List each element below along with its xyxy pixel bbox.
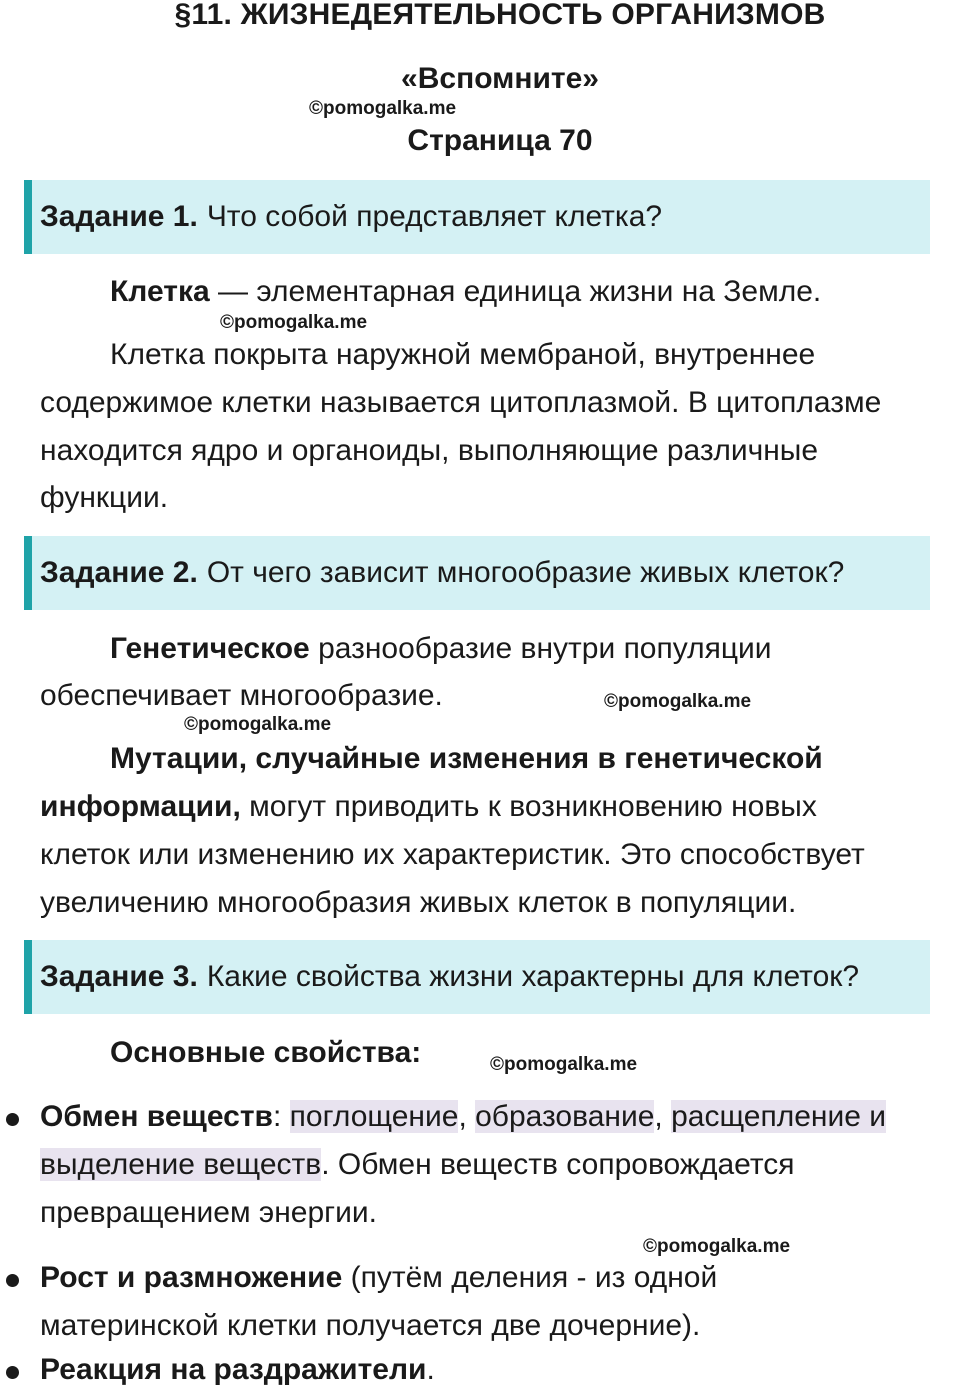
term-mutations: Мутации, случайные изменения в генетической <box>110 742 823 775</box>
highlight: поглощение <box>289 1100 459 1133</box>
task-1-header <box>24 180 930 254</box>
task-2-label: Задание 2. <box>40 556 198 589</box>
paragraph-line: функции. <box>40 481 169 514</box>
definition-text: — элементарная единица жизни на Земле. <box>209 275 822 308</box>
task-1-label: Задание 1. <box>40 200 198 233</box>
term-cell: Клетка <box>110 275 210 308</box>
highlight: расщепление и <box>671 1100 887 1133</box>
task-2-question: От чего зависит многообразие живых клеток? <box>206 556 845 589</box>
paragraph-line: находится ядро и органоиды, выполняющие различные <box>40 434 819 467</box>
text: : <box>272 1100 282 1133</box>
task-3-header <box>24 940 930 1014</box>
watermark: ©pomogalka.me <box>309 98 457 119</box>
term-metabolism: Обмен веществ <box>40 1100 273 1133</box>
watermark: ©pomogalka.me <box>490 1054 638 1075</box>
list-item: Обмен веществ: поглощение, образование, расщепление и <box>40 1100 887 1133</box>
bullet-icon <box>6 1113 19 1126</box>
term-irritability: Реакция на раздражители <box>40 1353 427 1386</box>
page-number: Страница 70 <box>407 124 593 157</box>
highlight: выделение веществ <box>40 1148 322 1181</box>
term-genetic: Генетическое <box>110 632 310 665</box>
highlight: образование <box>475 1100 655 1133</box>
page-title: §11. ЖИЗНЕДЕЯТЕЛЬНОСТЬ ОРГАНИЗМОВ <box>174 0 826 31</box>
paragraph-line: Клетка покрыта наружной мембраной, внутреннее <box>110 338 816 371</box>
list-item-line: материнской клетки получается две дочерние). <box>40 1309 701 1342</box>
term-growth: Рост и размножение <box>40 1261 343 1294</box>
paragraph-line <box>110 742 823 776</box>
text: . Обмен веществ сопровождается <box>321 1148 795 1181</box>
task-3-label: Задание 3. <box>40 960 198 993</box>
task-1-question: Что собой представляет клетка? <box>206 200 663 233</box>
task-2-header <box>24 536 930 610</box>
properties-heading <box>110 1036 421 1070</box>
list-item <box>40 1353 435 1387</box>
watermark: ©pomogalka.me <box>184 714 332 735</box>
text: . <box>426 1353 435 1386</box>
list-item <box>40 1261 717 1295</box>
list-item-line: превращением энергии. <box>40 1196 377 1229</box>
list-item-line <box>40 1148 794 1182</box>
paragraph-line <box>110 632 772 666</box>
paragraph-line: клеток или изменению их характеристик. Это способствует <box>40 838 865 871</box>
paragraph-line: обеспечивает многообразие. <box>40 679 443 712</box>
watermark: ©pomogalka.me <box>643 1236 791 1257</box>
paragraph-line: содержимое клетки называется цитоплазмой. В цитоплазме <box>40 386 882 419</box>
term-mutations-cont: информации, <box>40 790 241 823</box>
text: разнообразие внутри популяции <box>309 632 772 665</box>
text: (путём деления - из одной <box>342 1261 718 1294</box>
bullet-icon <box>6 1274 19 1287</box>
task-3-question: Какие свойства жизни характерны для клеток? <box>206 960 860 993</box>
paragraph-line: увеличению многообразия живых клеток в популяции. <box>40 886 797 919</box>
paragraph-line <box>40 790 817 824</box>
task-1-definition <box>110 275 821 309</box>
bullet-icon <box>6 1366 19 1379</box>
watermark: ©pomogalka.me <box>604 691 752 712</box>
text: могут приводить к возникновению новых <box>240 790 817 823</box>
watermark: ©pomogalka.me <box>220 312 368 333</box>
heading-text: Основные свойства: <box>110 1036 422 1069</box>
section-title: «Вспомните» <box>401 62 599 95</box>
